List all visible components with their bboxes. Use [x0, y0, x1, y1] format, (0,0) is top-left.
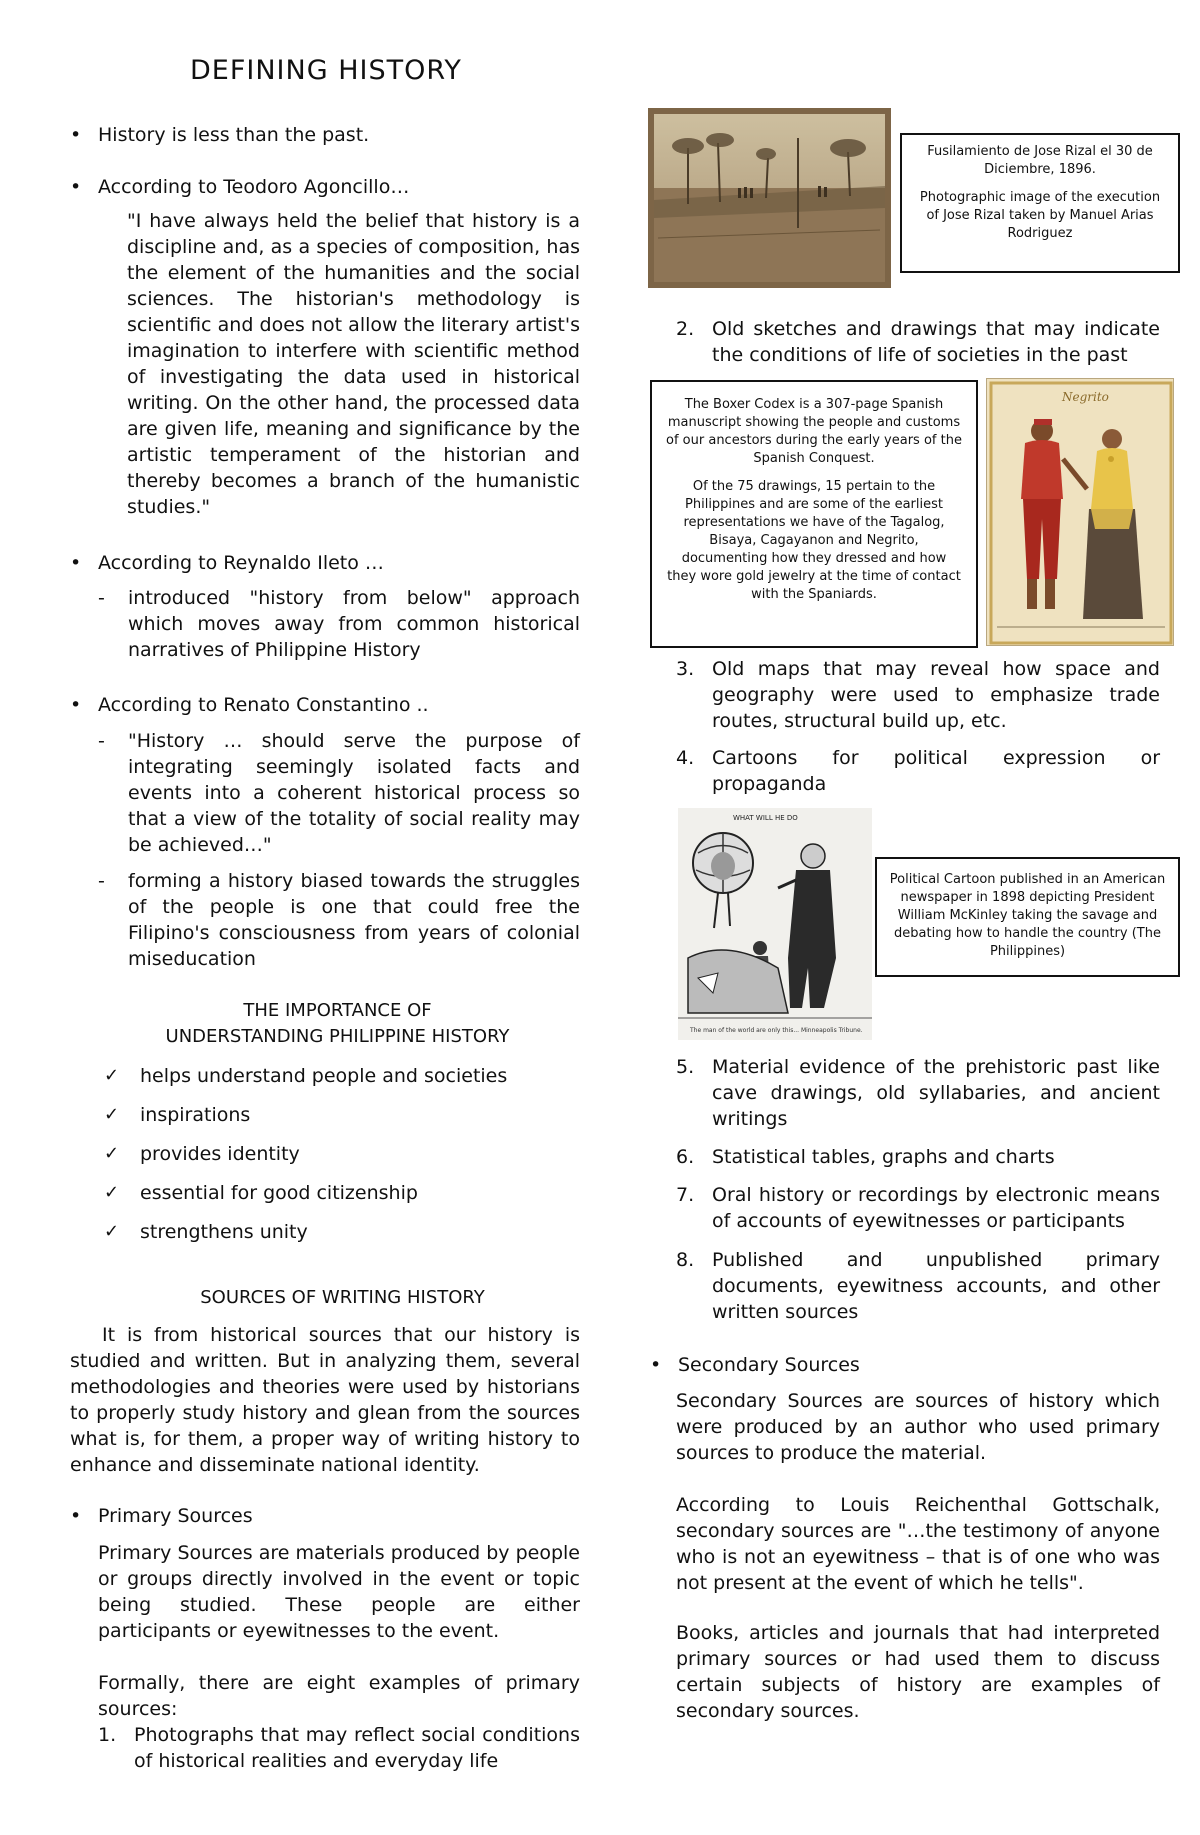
example-item-6: [676, 1144, 1160, 1170]
ileto-item: - introduced "history from below" approach which moves away from common historical narratives of Philippine History: [98, 585, 580, 663]
example-text: Old maps that may reveal how space and geography were used to emphasize trade routes, structural build up, etc.: [712, 658, 1160, 732]
sources-paragraph: It is from historical sources that our history is studied and written. But in analyzing them, several methodologies and theories were used by historians to properly study history and glean from the sources what is, for them, a proper way of writing history to enhance and disseminate national identity.: [70, 1324, 580, 1476]
example-number: 6.: [676, 1146, 695, 1168]
codex-label: Negrito: [1062, 390, 1109, 404]
example-number: 4.: [676, 747, 695, 769]
bullet-primary-sources: • Primary Sources: [70, 1503, 580, 1529]
constantino-item-2: - forming a history biased towards the struggles of the people is one that could free the Filipino's consciousness from years of colonial miseducation: [98, 868, 580, 972]
example-text: Old sketches and drawings that may indicate the conditions of life of societies in the past: [712, 318, 1160, 366]
example-text: Published and unpublished primary documents, eyewitness accounts, and other written sources: [712, 1249, 1160, 1323]
importance-item: ✓ provides identity: [104, 1141, 564, 1167]
bullet-ileto: • According to Reynaldo Ileto …: [70, 550, 580, 576]
example-number: 3.: [676, 658, 695, 680]
secondary-definition: Secondary Sources are sources of history which were produced by an author who used primary sources to produce the material.: [676, 1390, 1160, 1464]
rizal-caption: [900, 133, 1180, 273]
example-text: Photographs that may reflect social conditions of historical realities and everyday life: [134, 1724, 580, 1772]
boxer-caption-p2: Of the 75 drawings, 15 pertain to the Philippines and are some of the earliest representations we have of the Tagalog, Bisaya, Cagayanon and Negrito, documenting how they dressed and how they wore gold jewelry at the time of contact with the Spaniards.: [667, 479, 961, 602]
example-text: Oral history or recordings by electronic means of accounts of eyewitnesses or participants: [712, 1184, 1160, 1232]
primary-definition: Primary Sources are materials produced by people or groups directly involved in the event or topic being studied. These people are either participants or eyewitnesses to the event.: [98, 1542, 580, 1642]
rizal-caption-desc: Photographic image of the execution of Jose Rizal taken by Manuel Arias Rodriguez: [919, 190, 1161, 241]
cartoon-footer: The man of the world are only this... Minneapolis Tribune.: [690, 1027, 863, 1034]
sources-heading: SOURCES OF WRITING HISTORY: [200, 1287, 485, 1308]
example-item-7: [676, 1182, 1160, 1234]
bullet-agoncillo: • According to Teodoro Agoncillo…: [70, 174, 580, 200]
secondary-examples: Books, articles and journals that had interpreted primary sources or had used them to discuss certain subjects of history are examples of secondary sources.: [676, 1622, 1160, 1722]
cartoon-caption: [875, 857, 1180, 977]
importance-heading: [70, 998, 605, 1050]
example-item-1: [98, 1722, 580, 1774]
example-number: 5.: [676, 1056, 695, 1078]
mckinley-cartoon: [678, 808, 872, 1040]
example-item-2: [676, 316, 1160, 368]
example-number: 1.: [98, 1724, 117, 1746]
agoncillo-quote: "I have always held the belief that history is a discipline and, as a species of composition, has the element of the humanities and the social sciences. The historian's methodology is scientific and does not allow the literary artist's imagination to interfere with scientific method of investigating the data used in historical writing. On the other hand, the processed data are given life, meaning and significance by the artistic temperament of the historian and thereby becomes a branch of the humanistic studies.": [127, 210, 580, 518]
importance-heading-line2: UNDERSTANDING PHILIPPINE HISTORY: [165, 1026, 510, 1047]
importance-item: ✓ inspirations: [104, 1102, 564, 1128]
example-text: Statistical tables, graphs and charts: [712, 1146, 1055, 1168]
example-text: Cartoons for political expression or propaganda: [712, 747, 1160, 795]
example-text: Material evidence of the prehistoric past like cave drawings, old syllabaries, and ancient writings: [712, 1056, 1160, 1130]
example-number: 8.: [676, 1249, 695, 1271]
importance-item: ✓ strengthens unity: [104, 1219, 564, 1245]
cartoon-header: WHAT WILL HE DO: [733, 814, 798, 822]
page-title: DEFINING HISTORY: [190, 55, 462, 86]
boxer-caption-p1: The Boxer Codex is a 307-page Spanish manuscript showing the people and customs of our ancestors during the early years of the Spanish Conquest.: [666, 397, 962, 466]
secondary-gottschalk: According to Louis Reichenthal Gottschalk, secondary sources are "…the testimony of anyone who is not an eyewitness – that is of one who was not present at the event of which he tells".: [676, 1494, 1160, 1594]
bullet-secondary-sources: • Secondary Sources: [650, 1352, 1160, 1378]
boxer-codex-caption: [650, 380, 978, 648]
example-item-4: [676, 745, 1160, 797]
importance-item: ✓ helps understand people and societies: [104, 1063, 564, 1089]
importance-item: ✓ essential for good citizenship: [104, 1180, 564, 1206]
boxer-codex-illustration: [986, 378, 1174, 646]
rizal-caption-title: Fusilamiento de Jose Rizal el 30 de Diciembre, 1896.: [927, 144, 1153, 177]
example-item-5: [676, 1054, 1160, 1132]
example-item-3: [676, 656, 1160, 734]
bullet-constantino: • According to Renato Constantino ..: [70, 692, 580, 718]
example-number: 7.: [676, 1184, 695, 1206]
bullet-history-less: • History is less than the past.: [70, 122, 580, 148]
rizal-execution-photo: [648, 108, 891, 288]
cartoon-caption-text: Political Cartoon published in an American newspaper in 1898 depicting President William McKinley taking the savage and debating how to handle the country (The Philippines): [889, 872, 1166, 959]
constantino-item-1: - "History … should serve the purpose of integrating seemingly isolated facts and events into a coherent historical process so that a view of the totality of social reality may be achieved…": [98, 728, 580, 858]
example-number: 2.: [676, 318, 695, 340]
example-item-8: [676, 1247, 1160, 1325]
importance-heading-line1: THE IMPORTANCE OF: [243, 1000, 432, 1021]
primary-intro: Formally, there are eight examples of primary sources:: [98, 1672, 580, 1720]
